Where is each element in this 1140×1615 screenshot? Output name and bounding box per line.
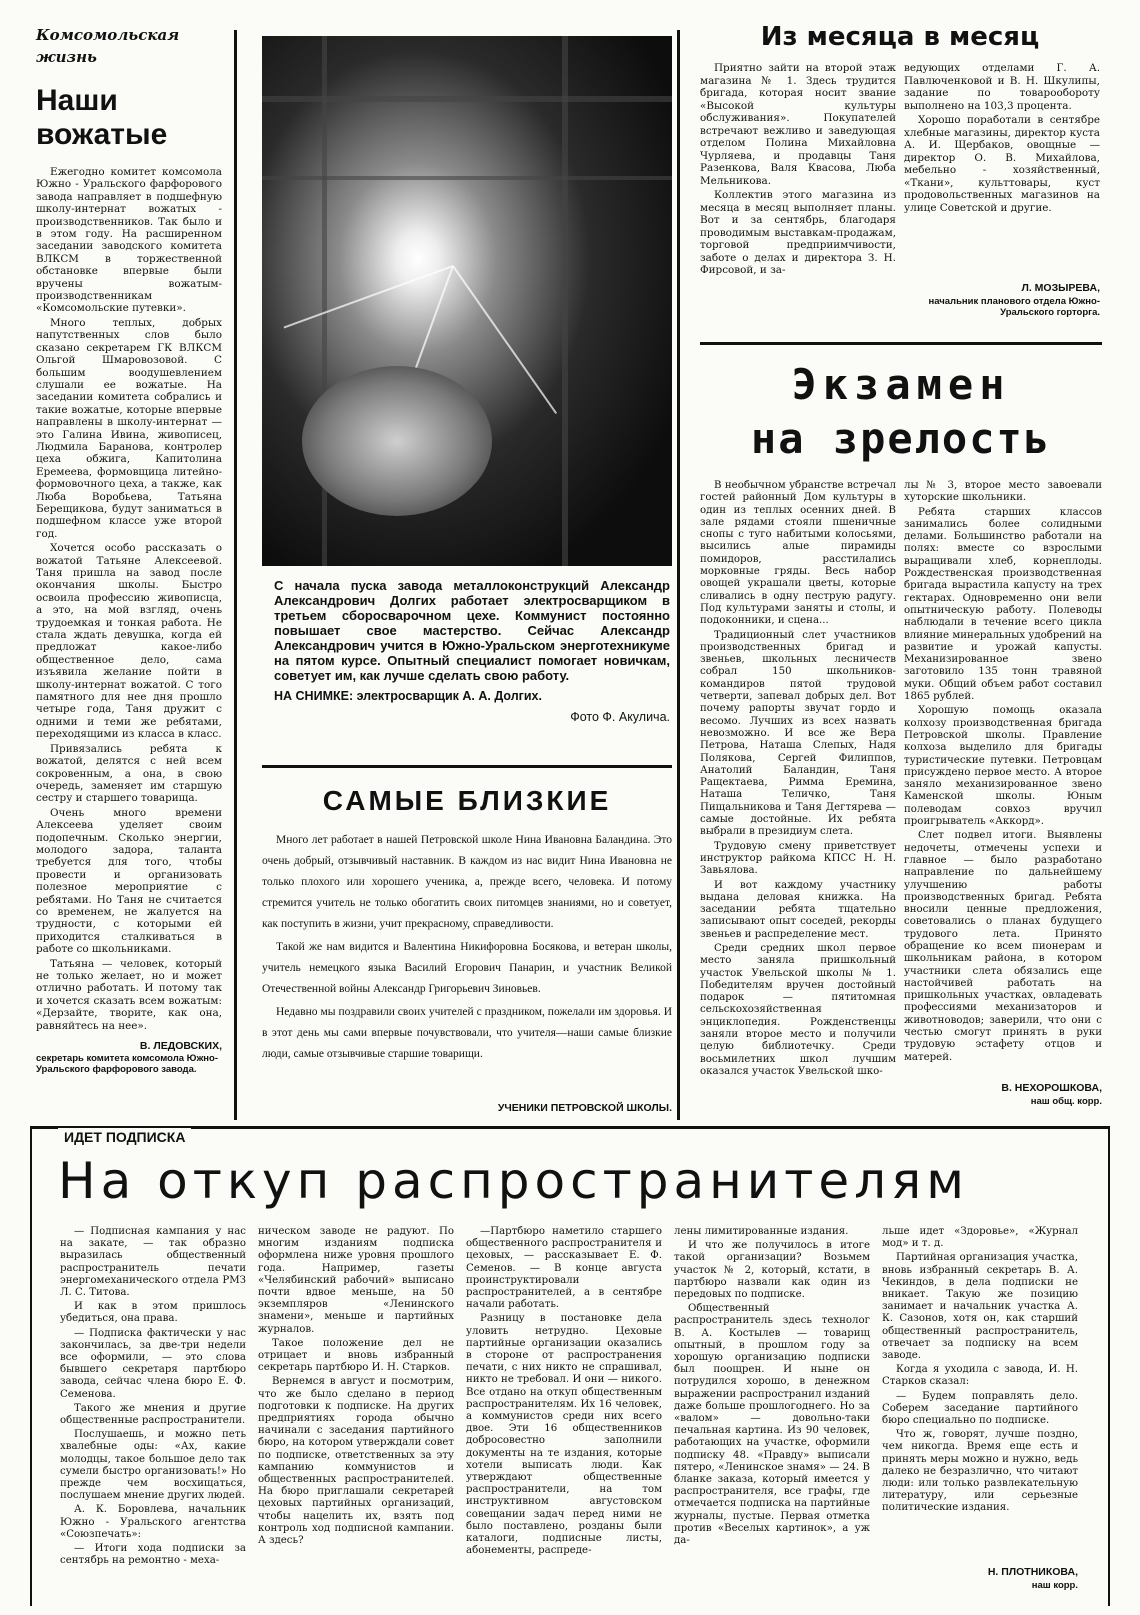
paragraph: Что ж, говорят, лучше поздно, чем никогда. Время еще есть и принять меры можно и нужно, ведь далеко не безразлично, что читают люди: или только развлекательную литературу, или серьезные политические издания. bbox=[882, 1429, 1078, 1514]
paragraph: Коллектив этого магазина из месяца в месяц выполняет планы. Вот и за сентябрь, благодаря проводимым выставкам-продажам, торговой предприимчивости, заботе о делах и директора З. Н. Фирсовой, и за- bbox=[700, 189, 896, 276]
signature-title: секретарь комитета комсомола Южно-Уральского фарфорового завода. bbox=[36, 1053, 219, 1075]
paragraph: ническом заводе не радуют. По многим изданиям подписка оформлена ниже уровня прошлого года. Например, газеты «Челябинский рабочий» выписано почти вдвое меньше, на 50 экземпляров «Ленинского знамени», меньше и партийных журналов. bbox=[258, 1226, 454, 1335]
signature-name: В. ЛЕДОВСКИХ, bbox=[139, 1040, 222, 1052]
article-headline-month: Из месяца в месяц bbox=[760, 22, 1040, 52]
signature-name: Л. МОЗЫРЕВА, bbox=[1021, 282, 1100, 294]
paragraph: ведующих отделами Г. А. Павлюченковой и В. Н. Шкулипы, задание по товарообороту выполнено на 103,3 процента. bbox=[904, 62, 1100, 112]
article-body-month-col2 bbox=[904, 62, 1100, 272]
paragraph: Ежегодно комитет комсомола Южно - Уральского фарфорового завода направляет в подшефную школу-интернат вожатых - производственников. Так было и в этом году. На расширенном заседании заводского комитета ВЛКСМ в торжественной обстановке впервые были вручены вожатым-производственникам «Комсомольские путевки». bbox=[36, 166, 222, 315]
frame-left bbox=[30, 1126, 32, 1606]
paragraph: Ребята старших классов занимались более солидными делами. Большинство работали на полях: вместе со взрослыми выращивали хлеб, корнеплоды. Рождественская производственная бригада вырастила капусту на трех гектарах. Одновременно они вели опытническую работу. Полеводы наблюдали в течение всего цикла влияние минеральных удобрений на развитие и урожай капусты. Механизированное звено заготовило 135 тонн травяной муки. Общий объем работ составил 1865 рублей. bbox=[904, 506, 1102, 703]
caption-text: С начала пуска завода металлоконструкций Александр Александрович Долгих работает электросварщиком в третьем сборосварочном цехе. Коммунист постоянно повышает свое мастерство. Сейчас Александр Александрович учится в Южно-Уральском энерготехникуме на пятом курсе. Опытный специалист помогает новичкам, советует им, как лучше сделать свою работу. bbox=[274, 578, 670, 683]
article-body-exam-col2 bbox=[904, 480, 1102, 1070]
article-body-closest bbox=[262, 830, 672, 1085]
paragraph: Общественный распространитель здесь технолог В. А. Костылев — товарищ опытный, в прошлом году за хорошую организацию подписки был поощрен. И ныне он потрудился хорошо, в денежном выражении распространил изданий даже больше прошлогоднего. Но за «валом» — довольно-таки печальная картина. Из 90 человек, работающих на участке, оформили подписку 48. «Правду» выписали пятеро, «Ленинское знамя» — 24. В бланке заказа, который имеется у распространителя, все графы, где отмечается подписка на партийные журналы, пустые. Первая отметка против «Веселых картинок», а уж да- bbox=[674, 1303, 870, 1547]
signature-name: Н. ПЛОТНИКОВА, bbox=[987, 1566, 1078, 1578]
paragraph: — Итоги хода подписки за сентябрь на ремонтно - меха- bbox=[60, 1543, 246, 1567]
paragraph: —Партбюро наметило старшего общественного распространителя и цеховых, — рассказывает Е. Ф. Семенов. — В конце августа проинструктировали распространителей, а в сентябре начали работать. bbox=[466, 1226, 662, 1311]
paragraph: Вернемся в август и посмотрим, что же было сделано в период подготовки к подписке. На других предприятиях города обычно начинали с заседания партийного бюро, на котором утверждали совет по подписке, ответственных за эту кампанию коммунистов и общественных распространителей. На бюро приглашали секретарей цеховых партийных организаций, чтобы нацелить их, взять под контроль ход подписной кампании. А здесь? bbox=[258, 1376, 454, 1547]
photo-welder bbox=[262, 36, 672, 566]
column-divider bbox=[677, 30, 680, 1120]
article-headline-exam bbox=[700, 358, 1102, 466]
article-headline-closest: САМЫЕ БЛИЗКИЕ bbox=[322, 785, 612, 816]
article-body-subscription-col3 bbox=[466, 1226, 662, 1598]
paragraph: — Подписка фактически у нас закончилась, за две-три недели все оформили, — это слова бывшего секретаря партбюро завода, сейчас члена бюро Е. Ф. Семенова. bbox=[60, 1327, 246, 1400]
signature-name: В. НЕХОРОШКОВА, bbox=[1001, 1082, 1102, 1094]
paragraph: Традиционный слет участников производственных бригад и звеньев, школьных лесничеств собрал 150 школьников-командиров пятой трудовой четверти, запевал добрых дел. Вот почему рапорты звучат гордо и весомо. Лучших из всех назвать невозможно. И все же Вера Петрова, Наташа Слепых, Надя Полякова, Сергей Филиппов, Анатолий Баландин, Таня Ращектаева, Римма Еремина, Наташа Теличко, Таня Пищальникова и Таня Дегтярева —самые достойные. Их ребята выбрали в президиум слета. bbox=[700, 629, 896, 838]
frame-right bbox=[1108, 1126, 1110, 1606]
signature-title: начальник планового отдела Южно-Уральского горторга. bbox=[928, 296, 1100, 318]
paragraph: Такое положение дел не отрицает и вновь избранный секретарь партбюро И. Н. Старков. bbox=[258, 1337, 454, 1374]
paragraph: Когда я уходила с завода, И. Н. Старков сказал: bbox=[882, 1364, 1078, 1388]
section-kicker: Комсомольская жизнь bbox=[36, 26, 180, 66]
article-body-subscription-col4 bbox=[674, 1226, 870, 1598]
paragraph: Приятно зайти на второй этаж магазина № 1. Здесь трудится бригада, которая носит звание «Высокой культуры обслуживания». Покупателей встречают вежливо и заведующая отделом Полина Михайловна Чурляева, и продавцы Таня Разенкова, Валя Квасова, Люба Мельникова. bbox=[700, 62, 896, 187]
paragraph: Недавно мы поздравили своих учителей с праздником, пожелали им здоровья. И в этот день мы сами впервые почувствовали, что учителя—наши самые близкие люди, самые отзывчивые старшие товарищи. bbox=[262, 1006, 672, 1060]
paragraph: Привязались ребята к вожатой, делятся с ней всем сокровенным, а она, в свою очередь, заменяет им старшую сестру и старшего товарища. bbox=[36, 742, 222, 805]
paragraph: Разницу в постановке дела уловить нетрудно. Цеховые партийные организации оказались в стороне от распространения печати, с них никто не спрашивал, никто не требовал. И они — никого. Все отдано на откуп общественным распространителям. Их 16 человек, а коммунистов среди них всего двое. Эти 16 общественников добросовестно заполнили документы на те издания, которые хотели выписать люди. Как утверждают общественные распространители, на том инструктивном августовском совещании задач перед ними не было поставлено, розданы были каталоги, подписные листы, абонементы, распреде- bbox=[466, 1313, 662, 1557]
signature-title: наш корр. bbox=[1031, 1580, 1078, 1591]
article-headline-vozhatye: Наши вожатые bbox=[36, 84, 168, 151]
headline-line: Экзамен bbox=[791, 360, 1011, 409]
paragraph: А. К. Боровлева, начальник Южно - Уральского агентства «Союзпечать»: bbox=[60, 1504, 246, 1540]
paragraph: Очень много времени Алексеева уделяет своим подопечным. Сколько энергии, молодого задора, таланта требуется для того, чтобы провести и организовать полезное мероприятие с ребятами. Но Таня не считается со временем, не жалуется на трудности, с которыми ей приходится сталкиваться в работе со школьниками. bbox=[36, 806, 222, 956]
signature: УЧЕНИКИ ПЕТРОВСКОЙ ШКОЛЫ. bbox=[497, 1102, 672, 1114]
rubric-label: ИДЕТ ПОДПИСКА bbox=[58, 1128, 191, 1146]
paragraph: Хорошую помощь оказала колхозу производственная бригада Петровской школы. Правление колхоза выделило для бригады туристические путевки. Петровцам присуждено первое место. А второе заняло механизированное звено Каменской школы. Юным полеводам совхоз вручил проигрыватель «Аккорд». bbox=[904, 705, 1102, 828]
paragraph: льше идет «Здоровье», «Журнал мод» и т. д. bbox=[882, 1226, 1078, 1250]
section-divider bbox=[30, 1126, 1110, 1129]
paragraph: лы № 3, второе место завоевали хуторские школьники. bbox=[904, 480, 1102, 504]
photo-caption bbox=[274, 578, 670, 725]
paragraph: Хочется особо рассказать о вожатой Татьяне Алексеевой. Таня пришла на завод после окончания школы. Быстро освоила профессию живописца, а это, на мой взгляд, очень трудоемкая и тонкая работа. Не стала ждать девушка, когда ей предложат какое-либо общественное дело, сама изъявила желание пойти в школу-интернат вожатой. С того памятного для нее дня прошло четыре года, Таня дружит с одними и теми же ребятами, переходящими из класса в класс. bbox=[36, 542, 222, 741]
column-divider bbox=[234, 30, 237, 1120]
caption-on-photo: НА СНИМКЕ: электросварщик А. А. Долгих. bbox=[274, 689, 542, 703]
paragraph: И вот каждому участнику выдана деловая книжка. На заседании ребята тщательно записывают опыт соседей, рекорды звеньев и распределение мест. bbox=[700, 879, 896, 940]
article-body-vozhatye bbox=[36, 166, 222, 1036]
paragraph: — Будем поправлять дело. Соберем заседание партийного бюро специально по подписке. bbox=[882, 1390, 1078, 1427]
article-body-subscription-col5 bbox=[882, 1226, 1078, 1556]
paragraph: И что же получилось в итоге такой организации? Возьмем участок № 2, который, кстати, в партбюро назвали как один из передовых по подписке. bbox=[674, 1240, 870, 1301]
article-headline-subscription: На откуп распространителям bbox=[58, 1152, 969, 1210]
paragraph: Трудовую смену приветствует инструктор райкома КПСС Н. Н. Завьялова. bbox=[700, 840, 896, 877]
article-body-subscription-col2 bbox=[258, 1226, 454, 1598]
paragraph: И как в этом пришлось убедиться, она права. bbox=[60, 1301, 246, 1325]
paragraph: Хорошо поработали в сентябре хлебные магазины, директор куста А. И. Щербаков, овощные — директор О. В. Михайлова, мебельно - хозяйственный, «Ткани», культтовары, куст продовольственных магазинов на улице Советской и другие. bbox=[904, 114, 1100, 214]
paragraph: Много теплых, добрых напутственных слов было сказано секретарем ГК ВЛКСМ Ольгой Шмаровозовой. С большим воодушевлением слушали ее вожатые. На заседании комитета собрались и такие вожатые, которые впервые направлены в школу-интернат — это Галина Ивина, живописец, Людмила Баранова, контролер цеха обжига, Капитолина Еремеева, формовщица литейно-формовочного цеха, а также, как Люба Воробьева, Татьяна Берещикова, будут заниматься в подшефном классе уже второй год. bbox=[36, 316, 222, 540]
paragraph: Такого же мнения и другие общественные распространители. bbox=[60, 1402, 246, 1427]
section-divider bbox=[700, 342, 1102, 345]
article-body-month-col1 bbox=[700, 62, 896, 332]
paragraph: лены лимитированные издания. bbox=[674, 1226, 849, 1237]
paragraph: В необычном убранстве встречал гостей районный Дом культуры в один из теплых осенних дней. В зале рядами стояли пшеничные снопы с туго набитыми колосьями, высились алые пирамиды помидоров, расстилались морковные гряды. Весь набор овощей украшали цветы, которые сливались в одну пеструю радугу. Под культурами заняты и столы, и подоконники, и сцена... bbox=[700, 480, 896, 627]
paragraph: Партийная организация участка, вновь избранный секретарь В. А. Чекиндов, в дела подписки не вникает. Такую же позицию занимает и начальник участка А. К. Сазонов, хотя он, как старший общественный распространитель, отвечает за подписку на всем заводе. bbox=[882, 1252, 1078, 1362]
section-divider bbox=[262, 765, 672, 768]
paragraph: Слет подвел итоги. Выявлены недочеты, отмечены успехи и главное — было разработано направление по дальнейшему улучшению работы производственных бригад. Ребята вносили ценные предложения, советовались о планах будущего трудового лета. Принято обращение ко всем пионерам и школьникам района, в котором участники слета обязались еще настойчивей работать на пришкольных участках, овладевать профессиями механизаторов и животноводов; заверили, что они с честью смогут принять в руки трудовую эстафету отцов и матерей. bbox=[904, 830, 1102, 1063]
paragraph: — Подписная кампания у нас на закате, — так образно выразилась общественный распространитель печати энергомеханического отдела РМЗ Л. С. Титова. bbox=[60, 1226, 246, 1299]
signature-title: наш общ. корр. bbox=[1030, 1096, 1102, 1107]
headline-line: на зрелость bbox=[750, 414, 1052, 463]
paragraph: Татьяна — человек, который не только желает, но и может отлично работать. И потому так и хочется сказать всем вожатым: «Дерзайте, творите, как она, равняйтесь на нее». bbox=[36, 957, 222, 1032]
article-body-exam-col1 bbox=[700, 480, 896, 1098]
photo-credit: Фото Ф. Акулича. bbox=[570, 710, 670, 724]
paragraph: Среди средних школ первое место заняла пришкольный участок Увельской школы № 1. Победителям вручен достойный подарок — пятитомная сельскохозяйственная энциклопедия. Рожденственцы заняли второе место и получили целую библиотечку. Среди восьмилетних школ лучшим оказался участок Увельской шко- bbox=[700, 942, 896, 1077]
article-body-subscription-col1 bbox=[60, 1226, 246, 1598]
paragraph: Много лет работает в нашей Петровской школе Нина Ивановна Баландина. Это очень добрый, отзывчивый наставник. В каждом из нас видит Нина Ивановна не только плохого или хорошего ученика, а, прежде всего, человека. И потому стремится учитель не только обогатить своих питомцев знаниями, но и советует, как поступить в жизни, учит прекрасному, справедливости. bbox=[262, 834, 672, 930]
paragraph: Послушаешь, и можно петь хвалебные оды: «Ах, какие молодцы, такое большое дело так сумели быстро организовать!» Но прежде чем восхищаться, послушаем мнение других людей. bbox=[60, 1429, 246, 1502]
paragraph: Такой же нам видится и Валентина Никифоровна Босякова, и ветеран школы, учитель немецкого языка Василий Егорович Панарин, и участник Великой Отечественной войны Александр Григорьевич Зиновьев. bbox=[262, 941, 672, 995]
